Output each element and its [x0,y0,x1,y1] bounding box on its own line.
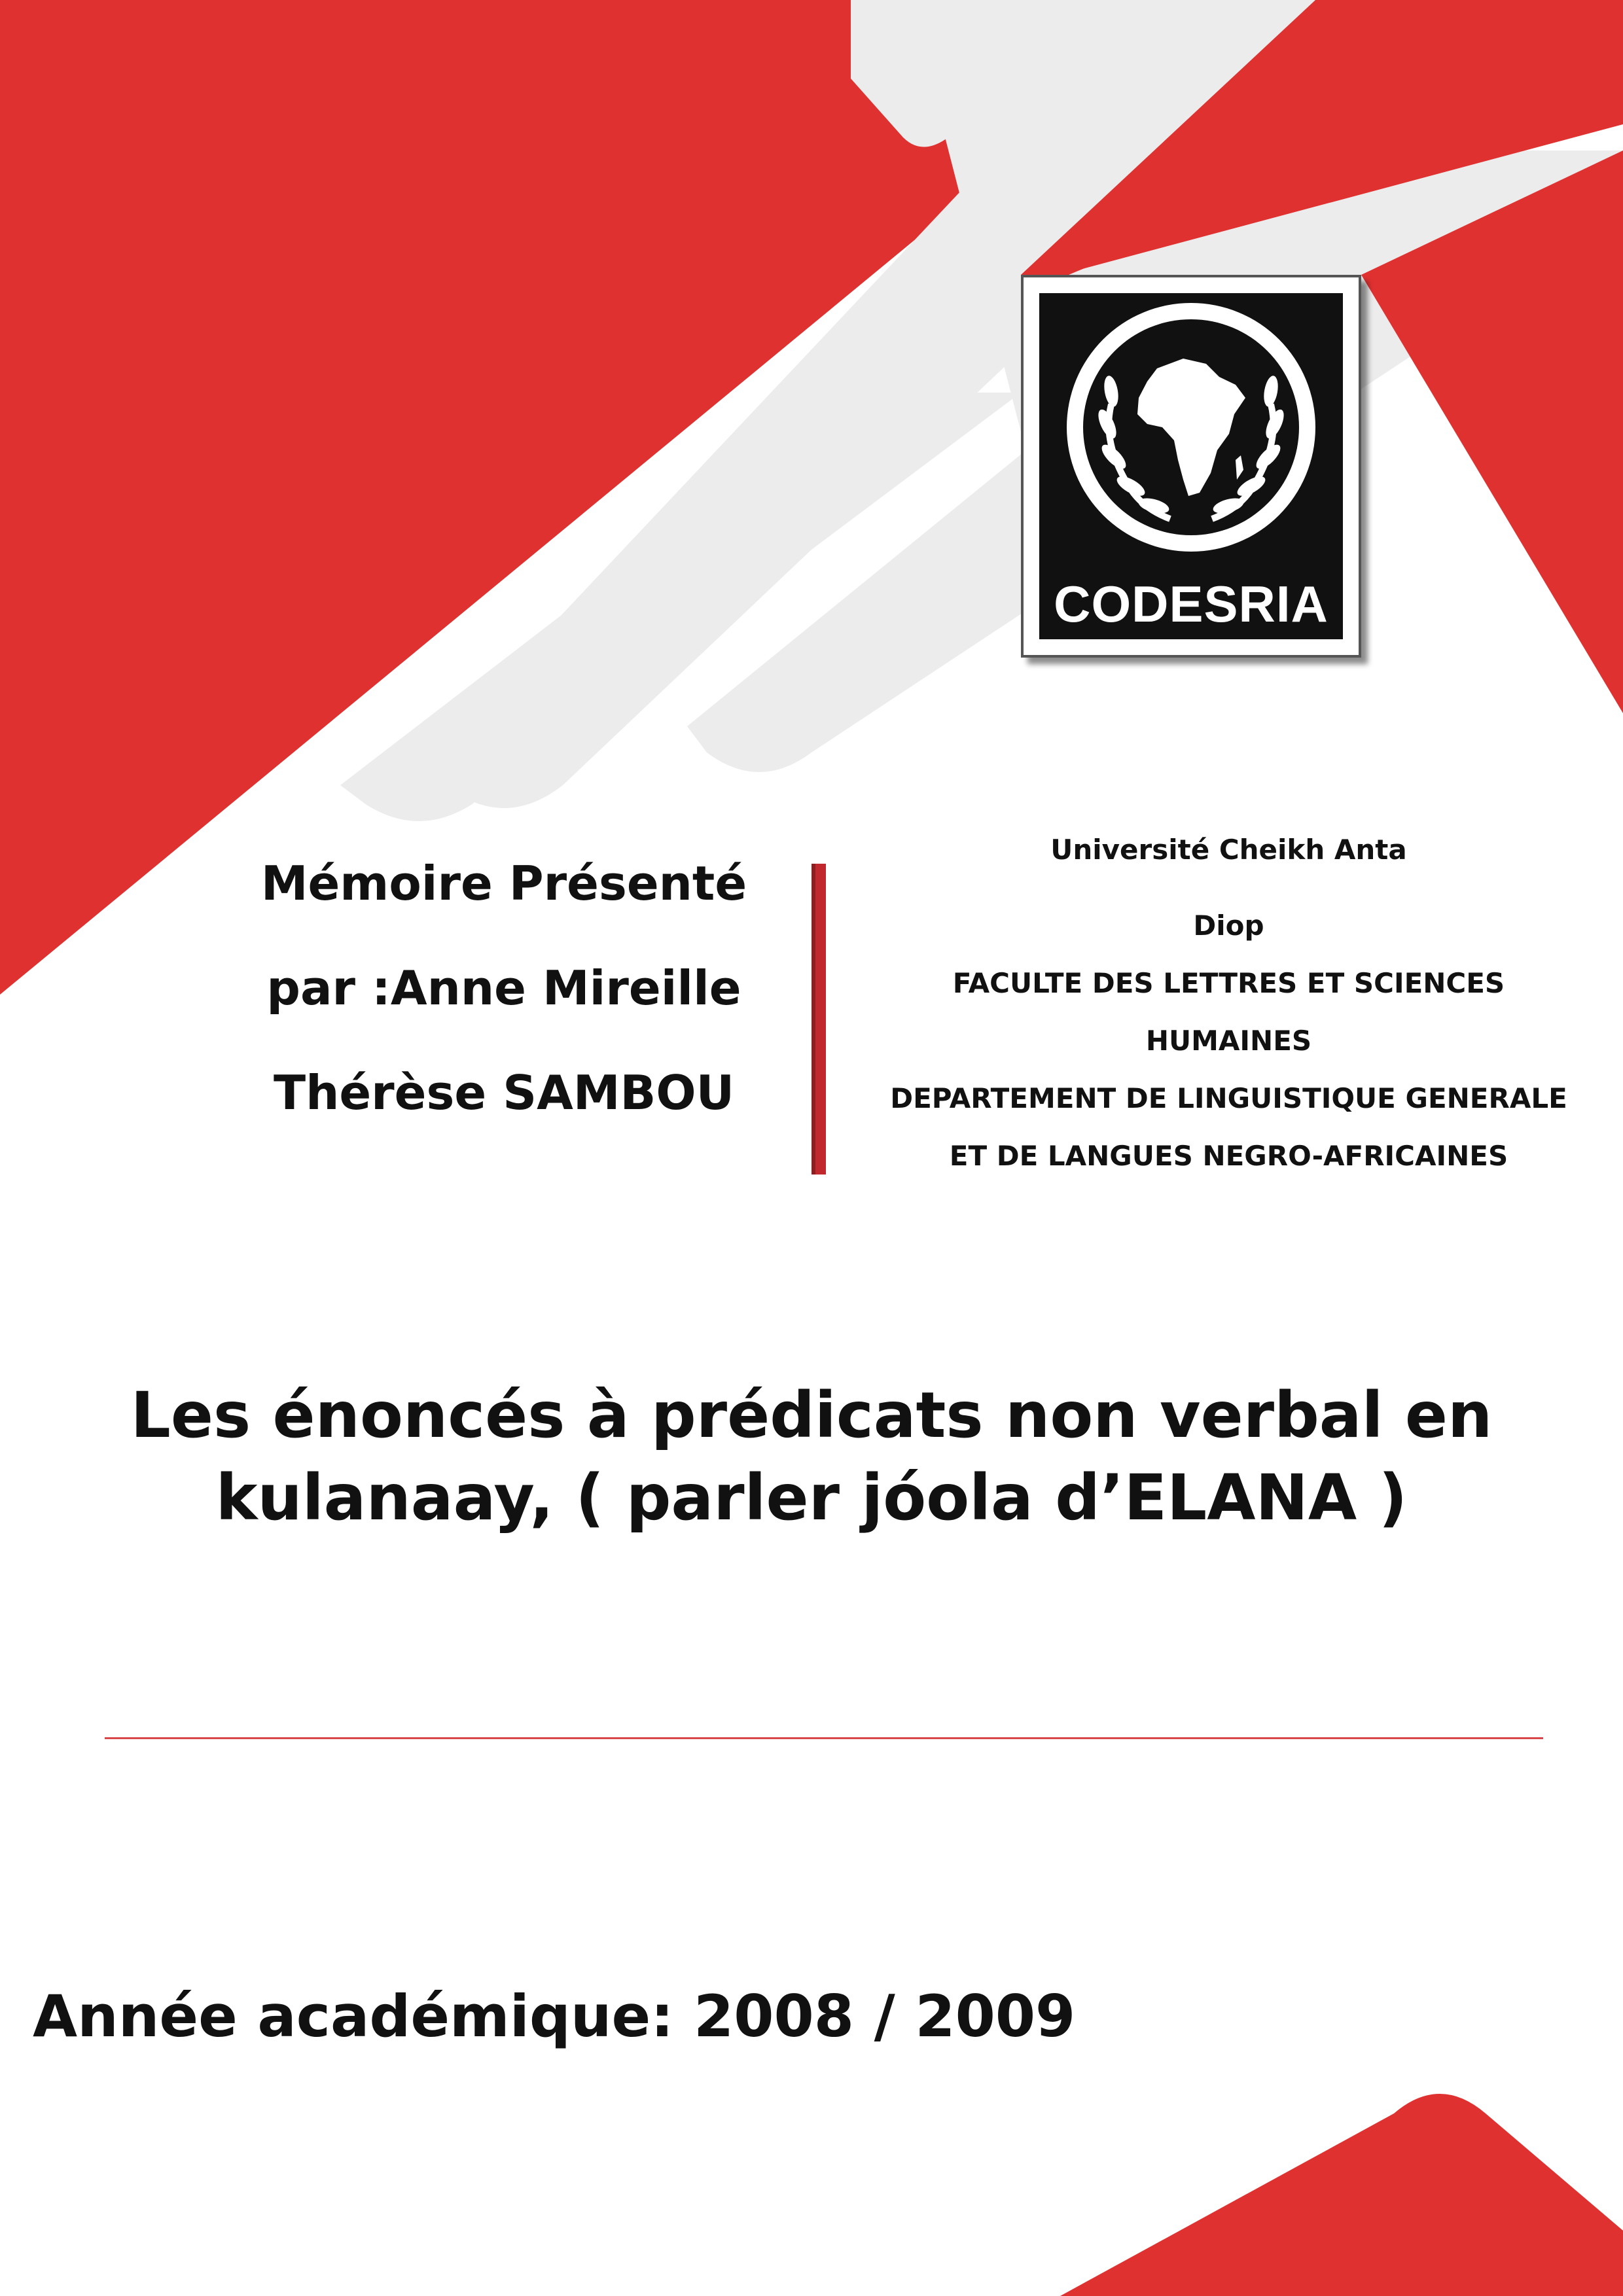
logo-frame [1039,293,1343,639]
thesis-title-line-2: kulanaay, ( parler jóola d’ELANA ) [215,1461,1408,1534]
thesis-title-line-1: Les énoncés à prédicats non verbal en [130,1379,1493,1452]
university-line-1: Université Cheikh Anta [1050,834,1407,866]
logo-text: CODESRIA [1054,575,1329,633]
vertical-divider [812,864,826,1174]
author-line-2: par :Anne Mireille [266,961,741,1016]
university-line-6: ET DE LANGUES NEGRO-AFRICAINES [949,1140,1508,1172]
university-line-5: DEPARTEMENT DE LINGUISTIQUE GENERALE [890,1082,1567,1114]
university-line-4: HUMAINES [1145,1025,1312,1057]
university-line-2: Diop [1193,910,1264,942]
author-block [183,831,825,1145]
author-line-3: Thérèse SAMBOU [273,1065,735,1120]
codesria-logo [1021,275,1361,658]
academic-year: Année académique: 2008 / 2009 [33,1983,1076,2050]
horizontal-rule [105,1737,1543,1739]
university-block [834,821,1623,1185]
africa-laurel-emblem [1039,293,1343,568]
thesis-title [0,1374,1623,1539]
author-line-1: Mémoire Présenté [260,856,747,911]
university-line-3: FACULTE DES LETTRES ET SCIENCES [952,967,1505,999]
